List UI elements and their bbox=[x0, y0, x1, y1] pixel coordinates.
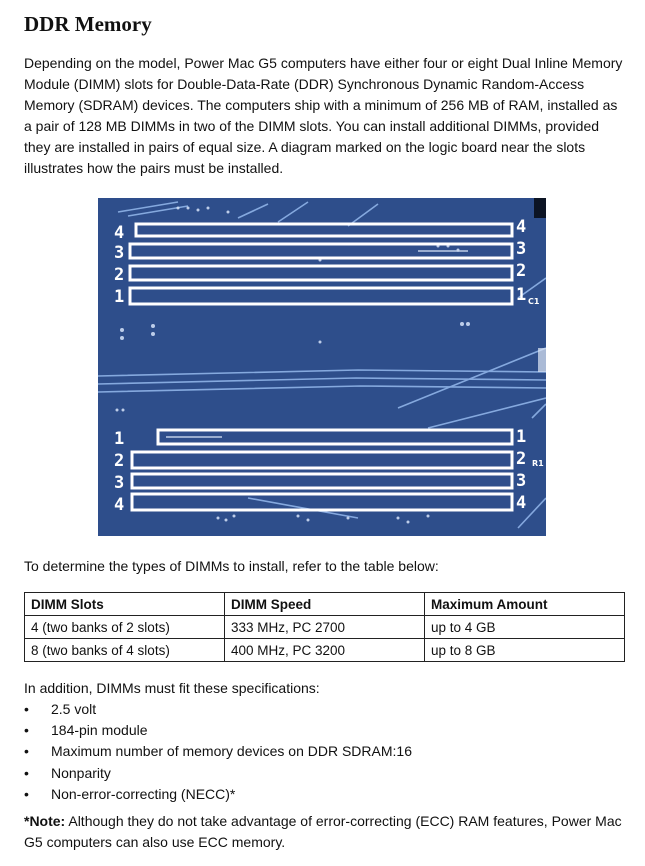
bottom-bank-left-label: 3 bbox=[114, 473, 125, 493]
top-bank-right-label: 2 bbox=[516, 261, 527, 281]
top-bank-left-label: 3 bbox=[114, 243, 125, 263]
spec-list bbox=[24, 699, 624, 805]
dimm-slots-diagram bbox=[98, 198, 546, 536]
table-header-row bbox=[25, 593, 625, 616]
top-bank-right-label: 3 bbox=[516, 239, 527, 259]
list-item bbox=[24, 699, 624, 720]
list-item-text: Non-error-correcting (NECC)* bbox=[51, 785, 236, 802]
table-cell: 400 MHz, PC 3200 bbox=[225, 639, 425, 662]
column-header: DIMM Slots bbox=[25, 593, 225, 616]
table-cell: up to 8 GB bbox=[425, 639, 625, 662]
intro-paragraph: Depending on the model, Power Mac G5 computers have either four or eight Dual Inline Memory Module (DIMM) slots for Double-Data-Rate (DDR) Synchronous Dynamic Random-Access Memory (SDRAM) devices. The computers ship with a minimum of 256 MB of RAM, installed as a pair of 128 MB DIMMs in two of the DIMM slots. You can install additional DIMMs, provided they are installed in pairs of equal size. A diagram marked on the logic board near the slots illustrates how the pairs must be installed. bbox=[24, 55, 623, 176]
column-header: DIMM Speed bbox=[225, 593, 425, 616]
table-row bbox=[25, 616, 625, 639]
ecc-note bbox=[24, 811, 624, 853]
list-item bbox=[24, 741, 624, 762]
list-item bbox=[24, 784, 624, 805]
top-bank-left-label: 1 bbox=[114, 287, 125, 307]
list-item-text: Maximum number of memory devices on DDR SDRAM:16 bbox=[51, 743, 412, 760]
note-text: Although they do not take advantage of error-correcting (ECC) RAM features, Power Mac G5 computers can also use ECC memory. bbox=[24, 813, 622, 850]
top-bank-left-label: 2 bbox=[114, 265, 125, 285]
bullet-icon: • bbox=[24, 722, 29, 739]
bottom-bank-right-label: 2 bbox=[516, 449, 527, 469]
column-header: Maximum Amount bbox=[425, 593, 625, 616]
bullet-icon: • bbox=[24, 764, 29, 781]
top-bank-right-label: 4 bbox=[516, 217, 527, 237]
bullet-icon: • bbox=[24, 743, 29, 760]
top-bank-right-label: 1 bbox=[516, 285, 527, 305]
dimm-spec-table bbox=[24, 592, 625, 662]
bottom-bank-right-label: 4 bbox=[516, 493, 527, 513]
list-item bbox=[24, 720, 624, 741]
list-item-text: Nonparity bbox=[51, 764, 111, 781]
spec-intro-text: In addition, DIMMs must fit these specifications: bbox=[24, 680, 320, 696]
top-bank-left-label: 4 bbox=[114, 223, 125, 243]
bottom-bank-right-label: 3 bbox=[516, 471, 527, 491]
note-label: *Note: bbox=[24, 813, 66, 829]
silkscreen-c1: C1 bbox=[528, 297, 540, 306]
list-item-text: 184-pin module bbox=[51, 722, 148, 739]
bottom-bank-left-label: 4 bbox=[114, 495, 125, 515]
table-cell: 8 (two banks of 4 slots) bbox=[25, 639, 225, 662]
silkscreen-r1: R1 bbox=[532, 459, 544, 468]
bullet-icon: • bbox=[24, 785, 29, 802]
list-item bbox=[24, 763, 624, 784]
list-item-text: 2.5 volt bbox=[51, 701, 97, 717]
logic-board-photo bbox=[98, 198, 546, 536]
table-cell: up to 4 GB bbox=[425, 616, 625, 639]
bullet-icon: • bbox=[24, 701, 29, 717]
table-lead-text: To determine the types of DIMMs to install, refer to the table below: bbox=[24, 558, 439, 574]
table-cell: 4 (two banks of 2 slots) bbox=[25, 616, 225, 639]
bottom-bank-left-label: 1 bbox=[114, 429, 125, 449]
page-title: DDR Memory bbox=[24, 12, 152, 36]
table-row bbox=[25, 639, 625, 662]
bottom-bank-left-label: 2 bbox=[114, 451, 125, 471]
bottom-bank-right-label: 1 bbox=[516, 427, 527, 447]
table-cell: 333 MHz, PC 2700 bbox=[225, 616, 425, 639]
